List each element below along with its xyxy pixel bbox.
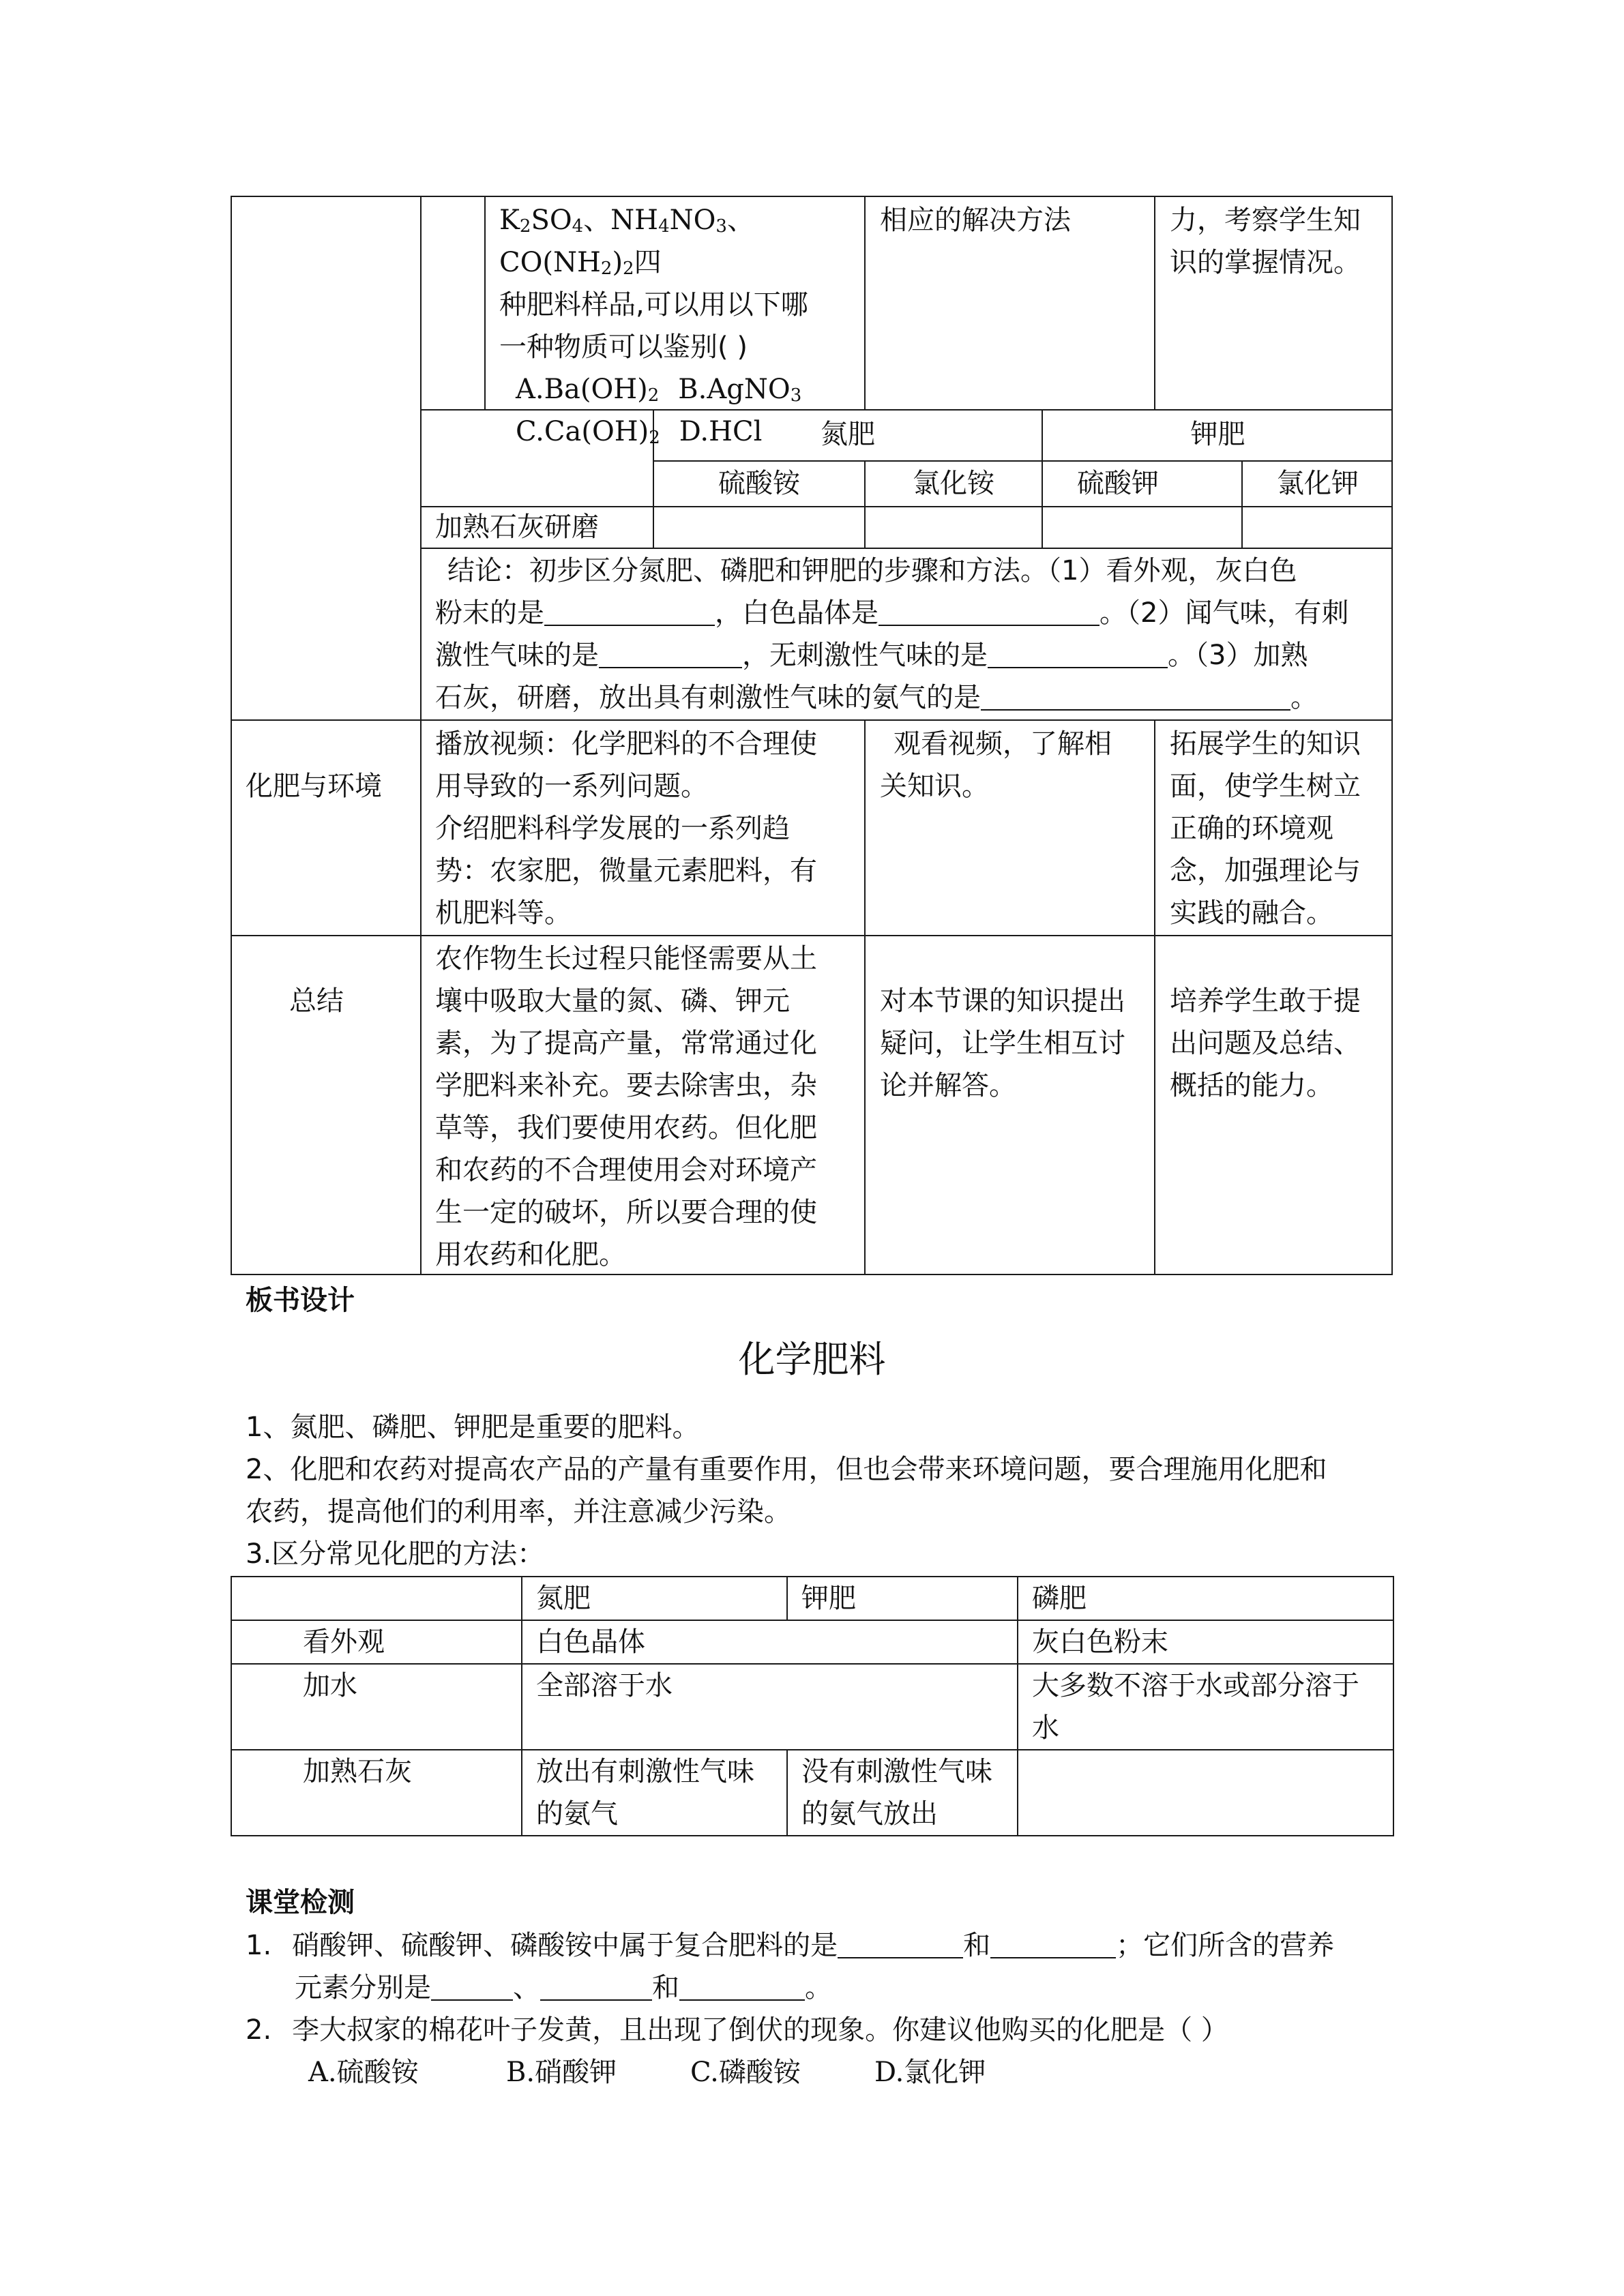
col-line: [420, 196, 422, 1275]
table-header: 钾肥: [787, 1577, 1018, 1620]
text-line: 素，为了提高产量，常常通过化: [435, 1028, 817, 1059]
text-line: 论并解答。: [880, 1070, 1016, 1101]
text-line: 用导致的一系列问题。: [435, 771, 708, 802]
option[interactable]: A.硫酸铵: [308, 2057, 419, 2088]
check-heading: 课堂检测: [246, 1887, 355, 1918]
conclusion-line: 粉末的是 ，白色晶体是 。（2）闻气味，有刺: [435, 592, 1387, 634]
board-item: 农药，提高他们的利用率，并注意减少污染。: [246, 1496, 791, 1527]
col-line: [1154, 196, 1155, 410]
sub-header: 硫酸钾: [1077, 468, 1159, 499]
text-line: 学肥料来补充。要去除害虫，杂: [435, 1070, 817, 1101]
board-heading: 板书设计: [246, 1285, 355, 1316]
text-line: 势：农家肥，微量元素肥料，有: [435, 855, 817, 886]
text-line: 实践的融合。: [1170, 897, 1333, 929]
table-row: [231, 1620, 1393, 1664]
text-line: 的氨气: [536, 1798, 618, 1830]
row-line: [653, 460, 1393, 462]
text-line: 生一定的破坏，所以要合理的使: [435, 1197, 817, 1228]
text-line: 面，使学生树立: [1170, 771, 1361, 802]
text-line: 播放视频：化学肥料的不合理使: [435, 728, 817, 760]
row-label: 加熟石灰研磨: [435, 511, 599, 543]
col-line: [484, 196, 486, 410]
answer-blank[interactable]: [990, 1927, 1116, 1958]
question-line: 1. 硝酸钾、硫酸钾、磷酸铵中属于复合肥料的是 和 ；它们所含的营养: [246, 1924, 1391, 1967]
option[interactable]: C.磷酸铵: [690, 2057, 801, 2088]
text-line: 介绍肥料科学发展的一系列趋: [435, 813, 790, 844]
conclusion-line: 石灰，研磨，放出具有刺激性气味的氨气的是 。: [435, 676, 1387, 719]
table-header: 磷肥: [1018, 1577, 1393, 1620]
option[interactable]: D.氯化钾: [874, 2057, 986, 2088]
table-cell: 加水: [231, 1664, 522, 1750]
text-line: 对本节课的知识提出: [880, 985, 1125, 1017]
answer-blank[interactable]: [879, 595, 1099, 626]
col-line: [1154, 720, 1155, 1275]
text-line: 用农药和化肥。: [435, 1239, 626, 1270]
text-line: 水: [1032, 1712, 1059, 1744]
options-ab: $A.Ba(OH)_2$ B.AgNO$_3$: [516, 374, 802, 406]
answer-blank[interactable]: [544, 595, 715, 626]
student-activity: [880, 980, 1125, 1107]
intent-line: 识的掌握情况。: [1170, 247, 1361, 278]
sub-header: 氯化铵: [913, 468, 994, 499]
question-line-3: 一种物质可以鉴别( ): [499, 331, 748, 363]
text-line: 疑问，让学生相互讨: [880, 1028, 1125, 1059]
sub-header: 氯化钾: [1277, 468, 1359, 499]
table-cell: [1018, 1750, 1393, 1836]
table-cell: 白色晶体: [522, 1620, 1018, 1664]
answer-blank[interactable]: [431, 1969, 513, 2001]
header-potassium: 钾肥: [1190, 419, 1245, 450]
section-label: 化肥与环境: [246, 771, 382, 802]
row-line: [231, 719, 1393, 721]
answer-blank[interactable]: [540, 1969, 652, 2001]
text-line: 概括的能力。: [1170, 1070, 1333, 1101]
answer-blank[interactable]: [981, 679, 1290, 711]
table-cell: 看外观: [231, 1620, 522, 1664]
question-line: 2. 李大叔家的棉花叶子发黄，且出现了倒伏的现象。你建议他购买的化肥是（ ）: [246, 2014, 1228, 2046]
text-line: 的氨气放出: [801, 1798, 938, 1830]
header-nitrogen: 氮肥: [821, 419, 875, 450]
check-question-2: [246, 2009, 1391, 2093]
answer-blank[interactable]: [679, 1969, 805, 2001]
teacher-activity: [435, 938, 858, 1276]
text-line: 壤中吸取大量的氮、磷、钾元: [435, 985, 790, 1017]
question-line-1: $K_2SO_4$、$NH_4NO_3$、$CO(NH_2)_2$四: [499, 205, 754, 279]
text-line: 念，加强理论与: [1170, 855, 1361, 886]
text-line: 拓展学生的知识: [1170, 728, 1361, 760]
text-line: 草等，我们要使用农药。但化肥: [435, 1112, 817, 1144]
conclusion-line: 激性气味的是 ，无刺激性气味的是 。（3）加熟: [435, 634, 1387, 676]
text-line: 放出有刺激性气味: [536, 1756, 754, 1787]
table-cell: 加熟石灰: [231, 1750, 522, 1836]
question-line: 元素分别是 、 和 。: [246, 1967, 1391, 2009]
teacher-activity: [435, 723, 858, 934]
design-intent: [1170, 199, 1361, 284]
design-intent: [1170, 723, 1361, 934]
table-row: [231, 1664, 1393, 1750]
table-cell: [787, 1750, 1018, 1836]
table-cell: 全部溶于水: [522, 1664, 1018, 1750]
text-line: 观看视频，了解相: [894, 728, 1112, 760]
design-intent: [1170, 980, 1361, 1107]
col-line: [864, 196, 866, 410]
board-item: 2、化肥和农药对提高农产品的产量有重要作用，但也会带来环境问题，要合理施用化肥和: [246, 1454, 1327, 1485]
text-line: 和农药的不合理使用会对环境产: [435, 1154, 817, 1186]
text-line: 大多数不溶于水或部分溶于: [1032, 1670, 1359, 1701]
row-line: [231, 935, 1393, 936]
table-cell: [1018, 1664, 1393, 1750]
options-line: [246, 2051, 1391, 2093]
options-cd: $C.Ca(OH)_2$ D.HCl: [516, 416, 763, 448]
section-label: 总结: [289, 985, 344, 1017]
table-header: 氮肥: [522, 1577, 787, 1620]
question-line-2: 种肥料样品,可以用以下哪: [499, 289, 808, 320]
answer-blank[interactable]: [988, 637, 1168, 668]
col-line: [864, 720, 866, 1275]
answer-blank[interactable]: [599, 637, 742, 668]
method-table: [231, 1576, 1394, 1836]
option[interactable]: B.硝酸钾: [506, 2057, 617, 2088]
board-title: 化学肥料: [738, 1338, 886, 1381]
student-activity: [880, 723, 1112, 807]
text-line: 农作物生长过程只能怪需要从土: [435, 943, 817, 974]
table-cell: 灰白色粉末: [1018, 1620, 1393, 1664]
board-item: 1、氮肥、磷肥、钾肥是重要的肥料。: [246, 1412, 700, 1443]
text-line: 培养学生敢于提: [1170, 985, 1361, 1017]
sub-header: 硫酸铵: [718, 468, 800, 499]
check-question-1: [246, 1924, 1391, 2009]
table-cell: [231, 1577, 522, 1620]
intent-line: 力，考察学生知: [1170, 205, 1361, 236]
text-line: 关知识。: [880, 771, 989, 802]
text-line: 正确的环境观: [1170, 813, 1333, 844]
text-line: 没有刺激性气味: [801, 1756, 992, 1787]
conclusion-line: 结论：初步区分氮肥、磷肥和钾肥的步骤和方法。（1）看外观，灰白色: [447, 555, 1297, 586]
table-cell: [522, 1750, 787, 1836]
conclusion: [435, 550, 1387, 719]
table-row: [231, 1750, 1393, 1836]
text-line: 出问题及总结、: [1170, 1028, 1361, 1059]
board-item: 3.区分常见化肥的方法：: [246, 1538, 545, 1570]
table-row: [231, 1577, 1393, 1620]
text-line: 机肥料等。: [435, 897, 572, 929]
student-activity: 相应的解决方法: [880, 205, 1071, 236]
answer-blank[interactable]: [838, 1927, 963, 1958]
